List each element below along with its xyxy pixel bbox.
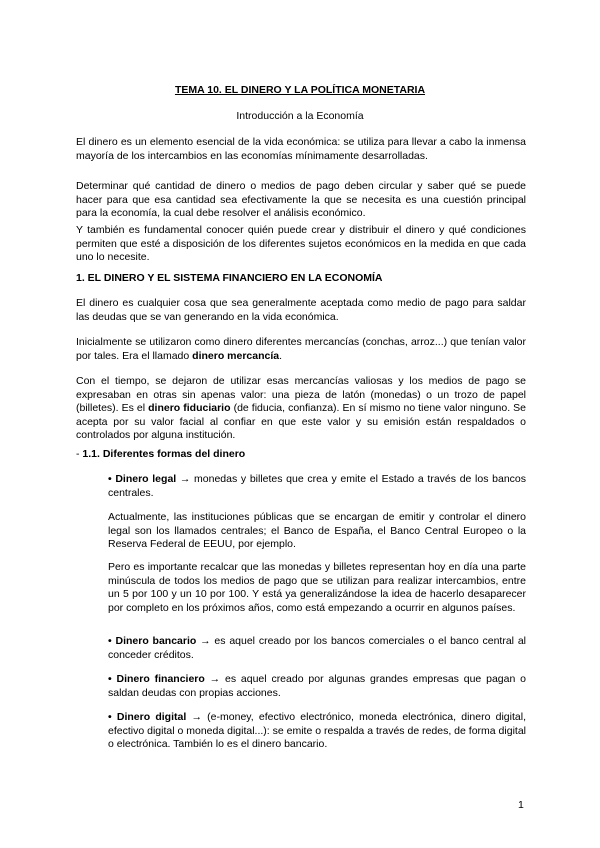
term-dinero-digital: • Dinero digital: [108, 711, 187, 723]
intro-paragraph-2: Determinar qué cantidad de dinero o medios de pago deben circular y saber qué se puede hacer para que esa cantidad sea efectivamente la que se necesita es una cuestión principal para la economía, la cual debe resolver el análisis económico.: [76, 180, 526, 220]
subsection-heading: - 1.1. Diferentes formas del dinero: [76, 448, 246, 460]
dinero-legal-paragraph-2: Actualmente, las instituciones públicas que se encargan de emitir y controlar el dinero legal son los llamados centrales; el Banco de España, el Banco Central Europeo o la Reserva Federal de EEUU, por ejemplo.: [108, 511, 526, 551]
term-dinero-financiero: • Dinero financiero: [108, 673, 205, 685]
dinero-legal-item: • Dinero legal → monedas y billetes que crea y emite el Estado a través de los bancos centrales.: [108, 473, 526, 499]
term-dinero-fiduciario: dinero fiduciario: [148, 402, 231, 415]
document-subtitle: Introducción a la Economía: [236, 110, 364, 122]
section-1-paragraph-3: Con el tiempo, se dejaron de utilizar esas mercancías valiosas y los medios de pago se expresaban en otras sin apenas valor: una pieza de latón (monedas) o un trozo de papel (billetes). Es el dinero fiduciario (de fiducia, confianza). En sí mismo no tiene valor ninguno. Se acepta por su valor facial al confiar en que este valor y su emisión están respaldados o controlados por alguna institución.: [76, 375, 526, 442]
page-number: 1: [518, 799, 524, 811]
dinero-bancario-item: • Dinero bancario → es aquel creado por los bancos comerciales o el banco central al conceder créditos.: [108, 635, 526, 661]
dinero-digital-item: • Dinero digital → (e-money, efectivo electrónico, moneda electrónica, dinero digital, efectivo digital o moneda digital...): se emite o respalda a través de redes, de forma digital o electrónica. También lo es el dinero bancario.: [108, 711, 526, 751]
term-dinero-legal: • Dinero legal: [108, 473, 177, 485]
dinero-legal-paragraph-3: Pero es importante recalcar que las monedas y billetes representan hoy en día una parte minúscula de todos los medios de pago que se utilizan para realizar intercambios, entre un 5 por 100 y un 10 por 100. Y está ya generalizándose la idea de hacerlo desaparecer por completo en los próximos años, como está empezando a ocurrir en algunos países.: [108, 561, 526, 614]
term-dinero-bancario: • Dinero bancario: [108, 635, 197, 647]
document-title: TEMA 10. EL DINERO Y LA POLÍTICA MONETARIA: [174, 84, 426, 96]
section-1-heading: 1. EL DINERO Y EL SISTEMA FINANCIERO EN LA ECONOMÍA: [76, 272, 383, 284]
section-1-paragraph-1: El dinero es cualquier cosa que sea generalmente aceptada como medio de pago para saldar las deudas que se van generando en la vida económica.: [76, 297, 526, 323]
intro-paragraph-3: Y también es fundamental conocer quién puede crear y distribuir el dinero y qué condiciones permiten que esté a disposición de los diferentes sujetos económicos en la medida en que cada uno lo necesite.: [76, 224, 526, 264]
dinero-financiero-item: • Dinero financiero → es aquel creado por algunas grandes empresas que pagan o saldan deudas con propias acciones.: [108, 673, 526, 699]
section-1-paragraph-2: Inicialmente se utilizaron como dinero diferentes mercancías (conchas, arroz...) que tenían valor por tales. Era el llamado dinero mercancía.: [76, 336, 526, 362]
intro-paragraph-1: El dinero es un elemento esencial de la vida económica: se utiliza para llevar a cabo la inmensa mayoría de los intercambios en las economías mínimamente desarrolladas.: [76, 136, 526, 162]
term-dinero-mercancia: dinero mercancía: [192, 349, 280, 362]
